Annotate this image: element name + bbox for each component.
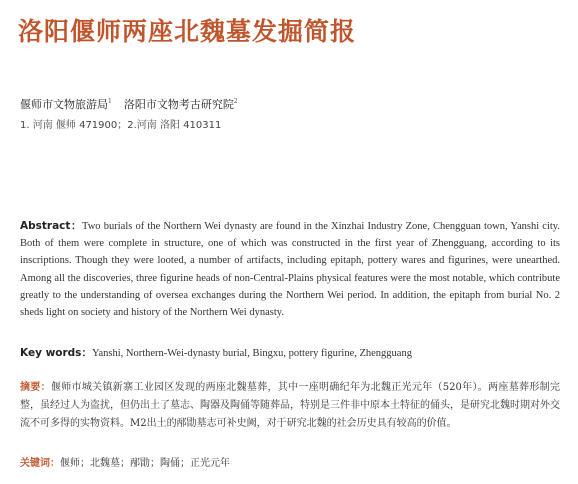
abstract-en — [20, 218, 560, 321]
keywords-cn — [20, 454, 560, 469]
keywords-en-text: Yanshi, Northern-Wei-dynasty burial, Bingxu, pottery figurine, Zhengguang — [91, 348, 412, 359]
keywords-en-label: Key words — [20, 347, 82, 359]
author-1: 偃师市文物旅游局 — [20, 98, 108, 111]
keywords-cn-text: 偃师；北魏墓；邴勖；陶俑；正光元年 — [60, 458, 230, 469]
keywords-cn-label: 关键词 — [20, 458, 50, 469]
keywords-en-colon: ： — [81, 347, 92, 359]
keywords-cn-colon: ： — [50, 458, 60, 469]
article-title: 洛阳偃师两座北魏墓发掘简报 — [18, 17, 357, 46]
affiliation-line: 1. 河南 偃师 471900；2.河南 洛阳 410311 — [20, 120, 222, 131]
abstract-cn-text: 偃师市城关镇新寨工业园区发现的两座北魏墓葬，其中一座明确纪年为北魏正光元年（520年）。两座墓葬形制完整，虽经过人为盗扰，但仍出土了墓志、陶器及陶俑等随葬品，特别是三件非中原本土特征的俑头，是研究北魏时期对外交流不可多得的实物资料。M2出土的邴勖墓志可补史阙，对于研究北魏的社会历史具有较高的价值。 — [20, 382, 560, 430]
keywords-en — [20, 345, 560, 360]
abstract-en-text: Two burials of the Northern Wei dynasty are found in the Xinzhai Industry Zone, Chengguan town, Yanshi city. Both of them were complete in structure, one of which was constructed in the first year of Zhengguang, according to its inscriptions. Though they were looted, a number of artifacts, including epitaph, pottery wares and figurines, were unearthed. Among all the discoveries, three figurine heads of non-Central-Plains physical features were the most notable, which contribute greatly to the understanding of oversea exchanges during the Northern Wei period. In addition, the epitaph from burial No. 2 sheds light on society and history of the Northern Wei dynasty. — [20, 221, 560, 319]
author-2-mark: 2 — [233, 98, 238, 105]
abstract-cn — [20, 379, 560, 434]
abstract-en-colon: ： — [70, 220, 83, 232]
abstract-cn-label: 摘要 — [20, 382, 41, 393]
author-line — [20, 96, 238, 112]
author-1-mark: 1 — [108, 98, 112, 105]
abstract-en-label: Abstract — [20, 220, 71, 232]
abstract-cn-colon: ： — [40, 382, 51, 393]
author-2: 洛阳市文物考古研究院 — [123, 98, 234, 111]
